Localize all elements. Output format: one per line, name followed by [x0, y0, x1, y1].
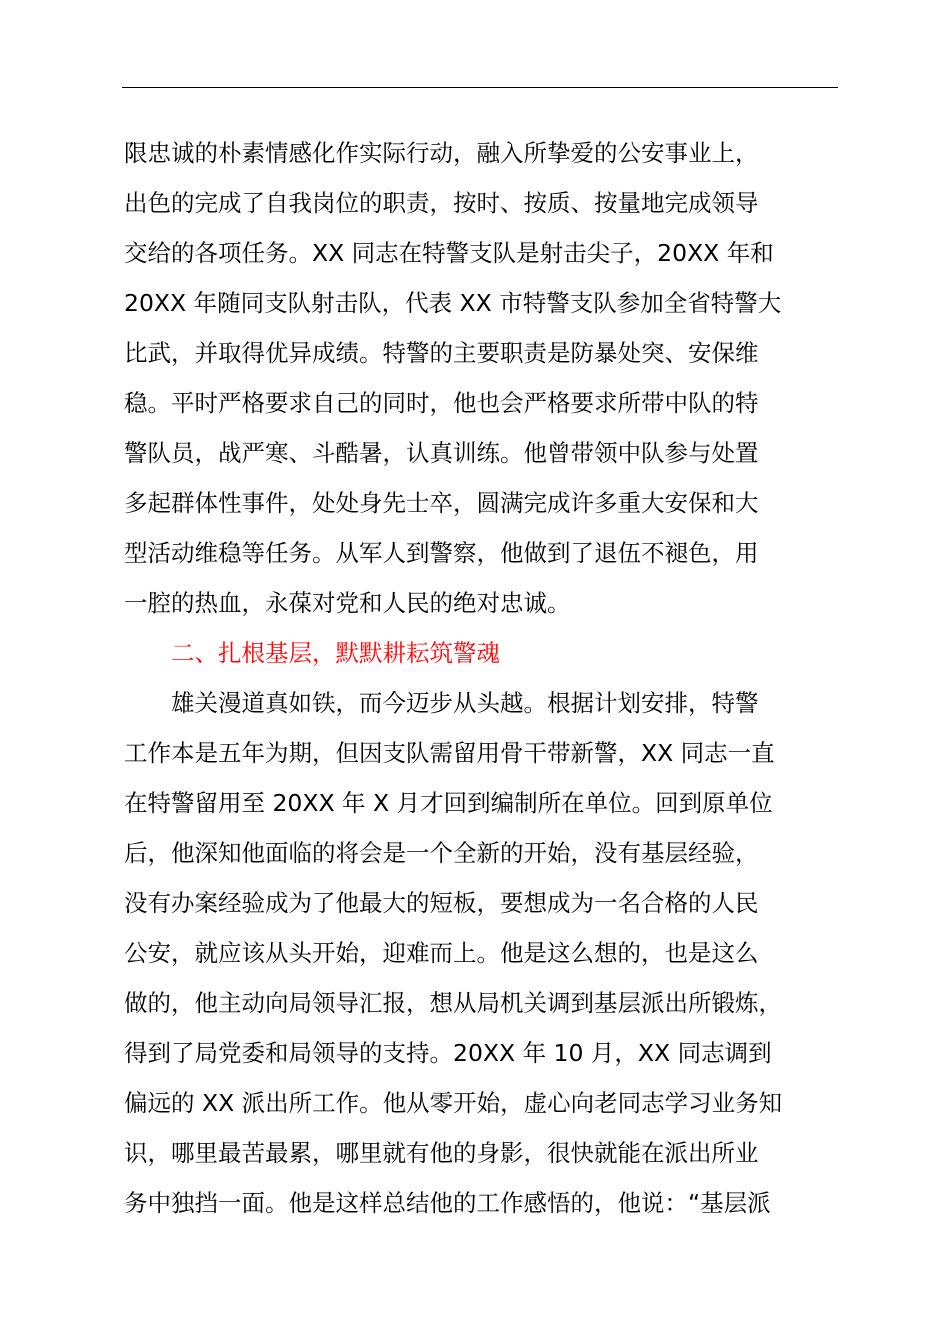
header-rule: [122, 87, 838, 88]
text-line: 识，哪里最苦最累，哪里就有他的身影，很快就能在派出所业: [124, 1139, 759, 1167]
text-line: 工作本是五年为期，但因支队需留用骨干带新警，XX 同志一直: [124, 739, 775, 767]
text-line: 一腔的热血，永葆对党和人民的绝对忠诚。: [124, 589, 571, 617]
text-line: 雄关漫道真如铁，而今迈步从头越。根据计划安排，特警: [171, 689, 759, 717]
document-body: [124, 128, 836, 1228]
text-line: 限忠诚的朴素情感化作实际行动，融入所挚爱的公安事业上，: [124, 139, 759, 167]
text-line: 比武，并取得优异成绩。特警的主要职责是防暴处突、安保维: [124, 339, 759, 367]
text-line: 警队员，战严寒、斗酷暑，认真训练。他曾带领中队参与处置: [124, 439, 759, 467]
text-line: 公安，就应该从头开始，迎难而上。他是这么想的，也是这么: [124, 939, 759, 967]
text-line: 做的，他主动向局领导汇报，想从局机关调到基层派出所锻炼，: [124, 989, 782, 1017]
section-heading: 二、扎根基层，默默耕耘筑警魂: [171, 639, 500, 667]
text-line: 稳。平时严格要求自己的同时，他也会严格要求所带中队的特: [124, 389, 759, 417]
text-line: 多起群体性事件，处处身先士卒，圆满完成许多重大安保和大: [124, 489, 759, 517]
text-line: 在特警留用至 20XX 年 X 月才回到编制所在单位。回到原单位: [124, 789, 773, 817]
text-line: 没有办案经验成为了他最大的短板，要想成为一名合格的人民: [124, 889, 759, 917]
text-line: 20XX 年随同支队射击队，代表 XX 市特警支队参加全省特警大: [124, 289, 782, 317]
text-line: 偏远的 XX 派出所工作。他从零开始，虚心向老同志学习业务知: [124, 1089, 783, 1117]
text-line: 务中独挡一面。他是这样总结他的工作感悟的，他说：“基层派: [124, 1189, 771, 1217]
text-line: 交给的各项任务。XX 同志在特警支队是射击尖子，20XX 年和: [124, 239, 774, 267]
text-line: 后，他深知他面临的将会是一个全新的开始，没有基层经验，: [124, 839, 759, 867]
text-line: 出色的完成了自我岗位的职责，按时、按质、按量地完成领导: [124, 189, 759, 217]
text-line: 型活动维稳等任务。从军人到警察，他做到了退伍不褪色，用: [124, 539, 759, 567]
text-line: 得到了局党委和局领导的支持。20XX 年 10 月，XX 同志调到: [124, 1039, 772, 1067]
